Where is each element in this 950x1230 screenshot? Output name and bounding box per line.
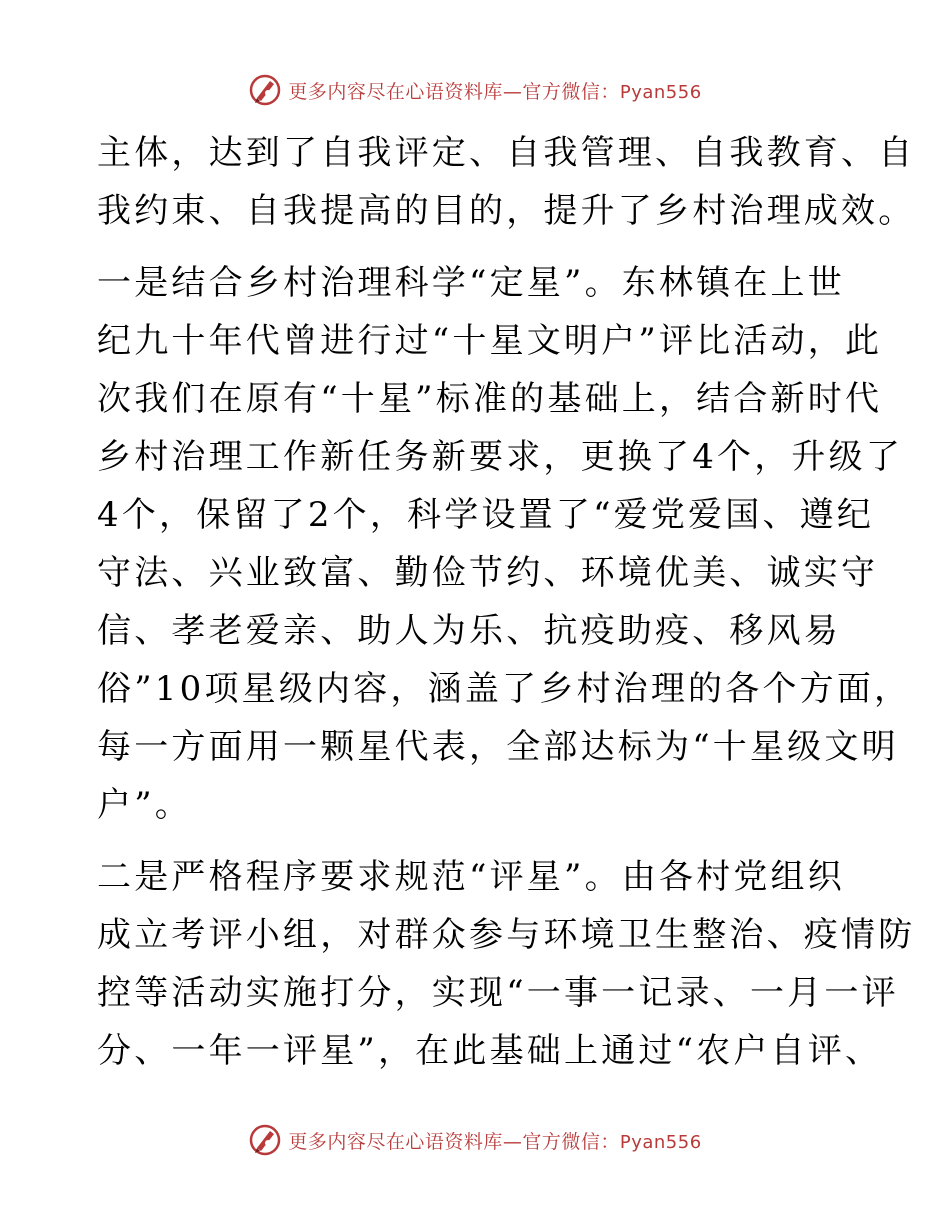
banner-handle: Pyan556 (619, 1131, 702, 1153)
text-line: 俗”10项星级内容，涵盖了乡村治理的各个方面， (97, 669, 912, 709)
banner-caption: 更多内容尽在心语资料库—官方微信： (288, 1130, 620, 1153)
text-line: 我约束、自我提高的目的，提升了乡村治理成效。 (97, 191, 916, 231)
banner-caption: 更多内容尽在心语资料库—官方微信： (288, 80, 620, 103)
footer-banner (0, 1120, 950, 1160)
text-line: 控等活动实施打分，实现“一事一记录、一月一评 (97, 973, 899, 1013)
banner-handle: Pyan556 (619, 81, 702, 103)
paragraph (97, 254, 912, 834)
paragraph (97, 124, 916, 240)
document-body (97, 124, 916, 1080)
banner-text (288, 1127, 701, 1154)
text-line: 4个，保留了2个，科学设置了“爱党爱国、遵纪 (97, 495, 875, 535)
text-line: 次我们在原有“十星”标准的基础上，结合新时代 (97, 379, 883, 419)
banner-text (288, 77, 701, 104)
text-line: 户”。 (97, 785, 192, 825)
text-line: 每一方面用一颗星代表，全部达标为“十星级文明 (97, 727, 899, 767)
text-line: 分、一年一评星”，在此基础上通过“农户自评、 (97, 1031, 883, 1071)
text-line: 二是严格程序要求规范“评星”。由各村党组织 (97, 857, 845, 897)
pen-logo-icon (248, 1123, 282, 1157)
paragraph (97, 848, 916, 1080)
text-line: 信、孝老爱亲、助人为乐、抗疫助疫、移风易 (97, 611, 841, 651)
text-line: 成立考评小组，对群众参与环境卫生整治、疫情防 (97, 915, 916, 955)
text-line: 守法、兴业致富、勤俭节约、环境优美、诚实守 (97, 553, 879, 593)
pen-logo-icon (248, 73, 282, 107)
text-line: 纪九十年代曾进行过“十星文明户”评比活动，此 (97, 321, 883, 361)
text-line: 乡村治理工作新任务新要求，更换了4个，升级了 (97, 437, 904, 477)
text-line: 一是结合乡村治理科学“定星”。东林镇在上世 (97, 263, 845, 303)
text-line: 主体，达到了自我评定、自我管理、自我教育、自 (97, 133, 916, 173)
header-banner (0, 70, 950, 110)
